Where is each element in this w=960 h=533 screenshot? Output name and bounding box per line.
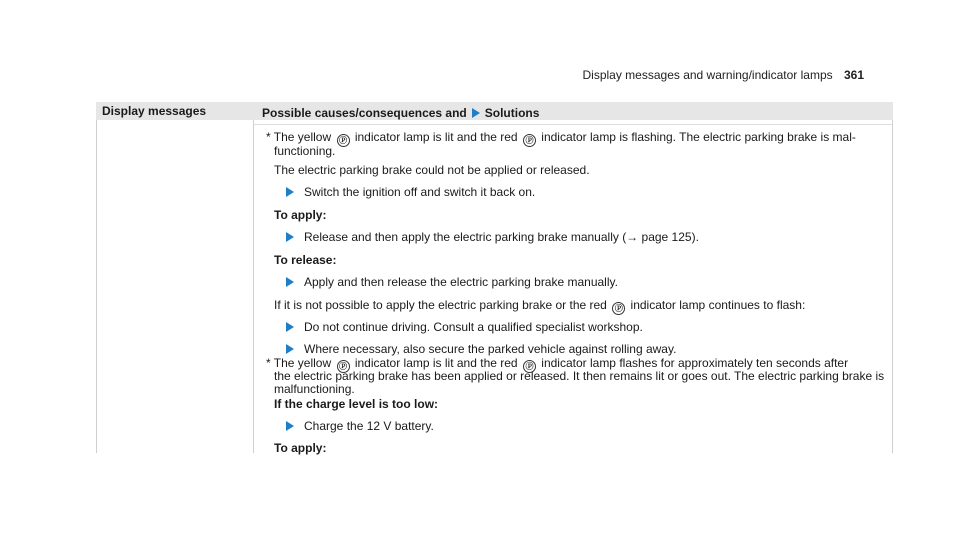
solution-arrow-icon xyxy=(472,108,480,118)
text-segment: indicator lamp is lit and the red xyxy=(354,356,518,370)
step-arrow-icon xyxy=(286,344,294,354)
condition-line xyxy=(274,298,805,315)
col-header-causes-text: Possible causes/consequences and xyxy=(262,106,467,120)
cause-line-2: functioning. xyxy=(274,144,336,158)
table-header xyxy=(96,102,893,120)
solution-step-4 xyxy=(286,320,643,334)
text-segment: indicator lamp is flashing. The electric parking brake is mal- xyxy=(541,130,856,144)
parking-brake-icon: Ⓟ xyxy=(612,302,625,315)
table-row-divider xyxy=(254,124,892,125)
step-text: Release and then apply the electric parking brake manually (→ page 125). xyxy=(304,230,699,244)
parking-brake-icon: Ⓟ xyxy=(337,134,350,147)
consequence-line: The electric parking brake could not be applied or released. xyxy=(274,163,590,177)
step-text: Switch the ignition off and switch it back on. xyxy=(304,185,536,199)
parking-brake-icon: Ⓟ xyxy=(523,360,536,373)
running-header xyxy=(583,68,865,82)
solution-step-3 xyxy=(286,275,618,289)
cause-line-4: the electric parking brake has been applied or released. It then remains lit or goes out. The electric parking brake is xyxy=(274,369,885,383)
table-column-divider xyxy=(253,120,254,453)
solution-step-6 xyxy=(286,419,434,433)
cause-line-1 xyxy=(266,130,856,147)
text-segment: indicator lamp is lit and the red xyxy=(354,130,518,144)
text-segment: indicator lamp flashes for approximately ten seconds after xyxy=(541,356,849,370)
messages-table xyxy=(96,102,893,453)
to-apply-heading: To apply: xyxy=(274,208,327,222)
step-text: Where necessary, also secure the parked vehicle against rolling away. xyxy=(304,342,677,356)
step-arrow-icon xyxy=(286,322,294,332)
parking-brake-icon: Ⓟ xyxy=(337,360,350,373)
to-release-heading: To release: xyxy=(274,253,337,267)
solution-step-1 xyxy=(286,185,535,199)
step-arrow-icon xyxy=(286,277,294,287)
solution-step-2 xyxy=(286,230,699,244)
to-apply-heading-2: To apply: xyxy=(274,441,327,455)
step-text: Apply and then release the electric parking brake manually. xyxy=(304,275,618,289)
col-header-display-messages: Display messages xyxy=(102,104,207,118)
page-number: 361 xyxy=(843,68,864,82)
text-segment: indicator lamp continues to flash: xyxy=(630,298,806,312)
step-arrow-icon xyxy=(286,232,294,242)
table-border-left xyxy=(96,120,97,453)
step-text: Charge the 12 V battery. xyxy=(304,419,434,433)
solution-step-5 xyxy=(286,342,676,356)
text-segment: * The yellow xyxy=(266,356,332,370)
step-arrow-icon xyxy=(286,187,294,197)
charge-level-heading: If the charge level is too low: xyxy=(274,397,439,411)
header-title: Display messages and warning/indicator lamps xyxy=(582,68,833,82)
step-text: Do not continue driving. Consult a qualified specialist workshop. xyxy=(304,320,643,334)
col-header-solutions-text: Solutions xyxy=(484,106,540,120)
text-segment: * The yellow xyxy=(266,130,332,144)
col-header-causes xyxy=(262,106,539,120)
parking-brake-icon: Ⓟ xyxy=(523,134,536,147)
text-segment: If it is not possible to apply the electric parking brake or the red xyxy=(274,298,607,312)
table-border-right xyxy=(892,120,893,453)
step-arrow-icon xyxy=(286,421,294,431)
cause-line-5: malfunctioning. xyxy=(274,382,355,396)
